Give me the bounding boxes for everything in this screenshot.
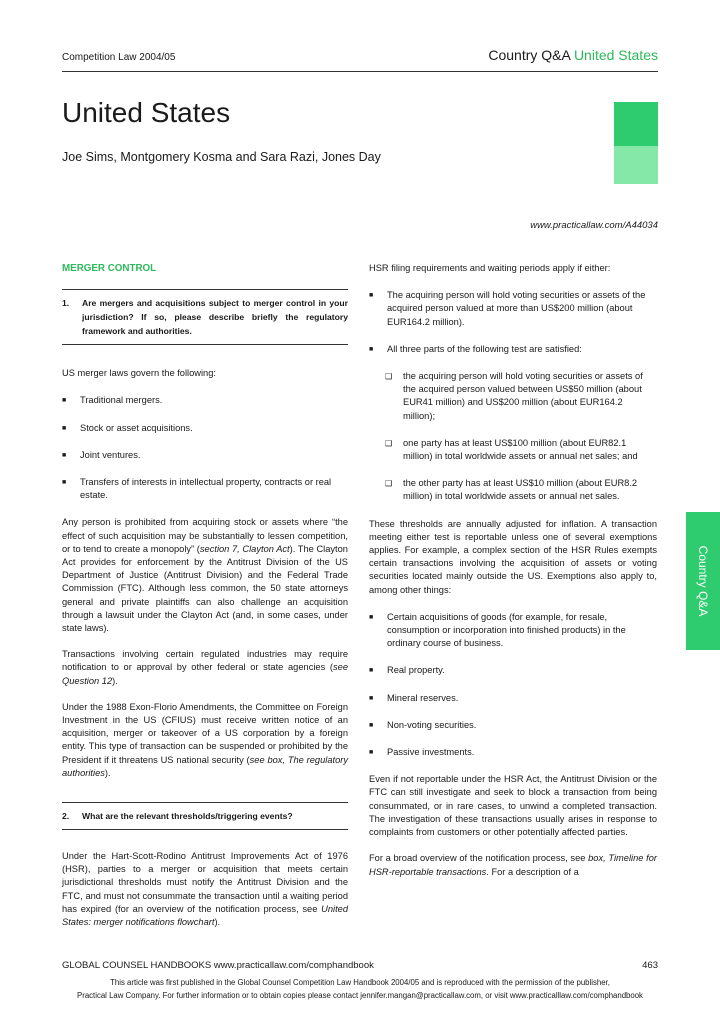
list-item: ■ Real property.: [369, 665, 445, 676]
paragraph: Even if not reportable under the HSR Act, the Antitrust Division or the FTC can still investigate and seek to block a transaction from being consummated, or in rare cases, to unwind a completed transaction. The investigation of these transactions usually arises in response to complaints from customers or other potentially affected parties.: [369, 774, 657, 838]
question-1-number: 1.: [62, 298, 70, 309]
list-item: ■ The acquiring person will hold voting securities or assets of the acquired person valued at more than US$200 million (about EUR164.2 million).: [369, 290, 646, 327]
authors: Joe Sims, Montgomery Kosma and Sara Razi, Jones Day: [62, 150, 381, 164]
list-item: ■ Transfers of interests in intellectual property, contracts or real estate.: [62, 477, 332, 501]
paragraph: Transactions involving certain regulated industries may require notification to or approval by other federal or state agencies (see Question 12).: [62, 649, 348, 686]
page-title: United States: [62, 97, 231, 128]
left-column: [62, 262, 348, 929]
list-item: ■ Mineral reserves.: [369, 692, 459, 703]
list-item: ■ Passive investments.: [369, 747, 475, 758]
decor-square-dark: [614, 102, 658, 146]
sub-list-item: ❑ the other party has at least US$10 million (about EUR8.2 million) in total worldwide assets or annual net sales.: [385, 478, 638, 502]
header-qa-label: Country Q&A: [488, 47, 571, 63]
paragraph: Under the Hart-Scott-Rodino Antitrust Improvements Act of 1976 (HSR), parties to a merger or acquisition that meets certain jurisdictional thresholds must notify the Antitrust Division and the FTC, and must not consummate the transaction until a waiting period has expired (for an overview of the notification process, see United States: merger notifications flowchart).: [62, 851, 348, 928]
paragraph: Under the 1988 Exon-Florio Amendments, the Committee on Foreign Investment in the US (CFIUS) must receive written notice of an acquisition, merger or takeover of a US corporation by a foreign entity. This type of transaction can be suspended or prohibited by the President if it threatens US national security (see box, The regulatory authorities).: [62, 701, 349, 778]
list-item: ■ Traditional mergers.: [62, 395, 163, 406]
question-2-text: What are the relevant thresholds/triggering events?: [82, 811, 293, 822]
header-rule: [62, 71, 658, 72]
paragraph: HSR filing requirements and waiting periods apply if either:: [369, 263, 611, 273]
section-heading: MERGER CONTROL: [62, 263, 157, 274]
footer-notice: This article was first published in the Global Counsel Competition Law Handbook 2004/05 and is reproduced with the permission of the publisher, Practical Law Company. For further information or to obtain copies please contact jennifer.mangan@practicallaw.com, or visit www.practicalllaw.com/comphandbook: [77, 978, 643, 1000]
sub-list-item: ❑ one party has at least US$100 million (about EUR82.1 million) in total worldwide assets or annual net sales; and: [385, 437, 638, 462]
paragraph: Any person is prohibited from acquiring stock or assets where “the effect of such acquisition may be substantially to lessen competition, or to tend to create a monopoly” (section 7, Clayton Act). The Clayton Act provides for enforcement by the Antitrust Division of the US Department of Justice (Antitrust Division) and the Federal Trade Commission (FTC). Although less common, the 50 state attorneys general and private plaintiffs can also challenge an acquisition through a lawsuit under the Clayton Act (and, in some cases, under state laws).: [62, 517, 348, 634]
question-2-number: 2.: [62, 811, 70, 822]
page-number: 463: [642, 960, 658, 971]
paragraph: US merger laws govern the following:: [62, 368, 216, 379]
list-item: ■ Non-voting securities.: [369, 719, 477, 730]
list-item: ■ All three parts of the following test are satisfied:: [369, 343, 582, 354]
paragraph: For a broad overview of the notification process, see box, Timeline for HSR-reportable transactions. For a description of a: [369, 853, 657, 877]
decor-square-light: [614, 146, 658, 184]
question-1-text: Are mergers and acquisitions subject to merger control in your jurisdiction? If so, please describe briefly the regulatory framework and authorities.: [82, 298, 348, 337]
paragraph: These thresholds are annually adjusted for inflation. A transaction meeting either test is reportable unless one of several exemptions applies. For example, a complex section of the HSR Rules exempts certain transactions involving the acquisition of assets or voting securities located mainly outside the US. Exemptions also apply to, among other things:: [369, 518, 657, 595]
running-header-left: Competition Law 2004/05: [62, 52, 176, 63]
header-country: United States: [573, 47, 658, 63]
footer-publication: GLOBAL COUNSEL HANDBOOKS www.practicallaw.com/comphandbook: [62, 960, 374, 971]
question-2: [62, 802, 348, 830]
sub-list-item: ❑ the acquiring person will hold voting securities or assets of the acquired person valued between US$50 million (about EUR41 million) and US$200 million (about EUR164.2 million);: [385, 371, 643, 421]
list-item: ■ Joint ventures.: [62, 449, 141, 460]
article-url[interactable]: www.practicallaw.com/A44034: [530, 220, 658, 231]
running-header-right: [488, 47, 658, 63]
list-item: ■ Certain acquisitions of goods (for example, for resale, consumption or incorporation into finished products) in the ordinary course of business.: [369, 611, 626, 649]
list-item: ■ Stock or asset acquisitions.: [62, 422, 193, 433]
right-column: [369, 262, 657, 879]
country-qa-side-tab: Country Q&A: [686, 512, 720, 650]
question-1: [62, 289, 348, 345]
